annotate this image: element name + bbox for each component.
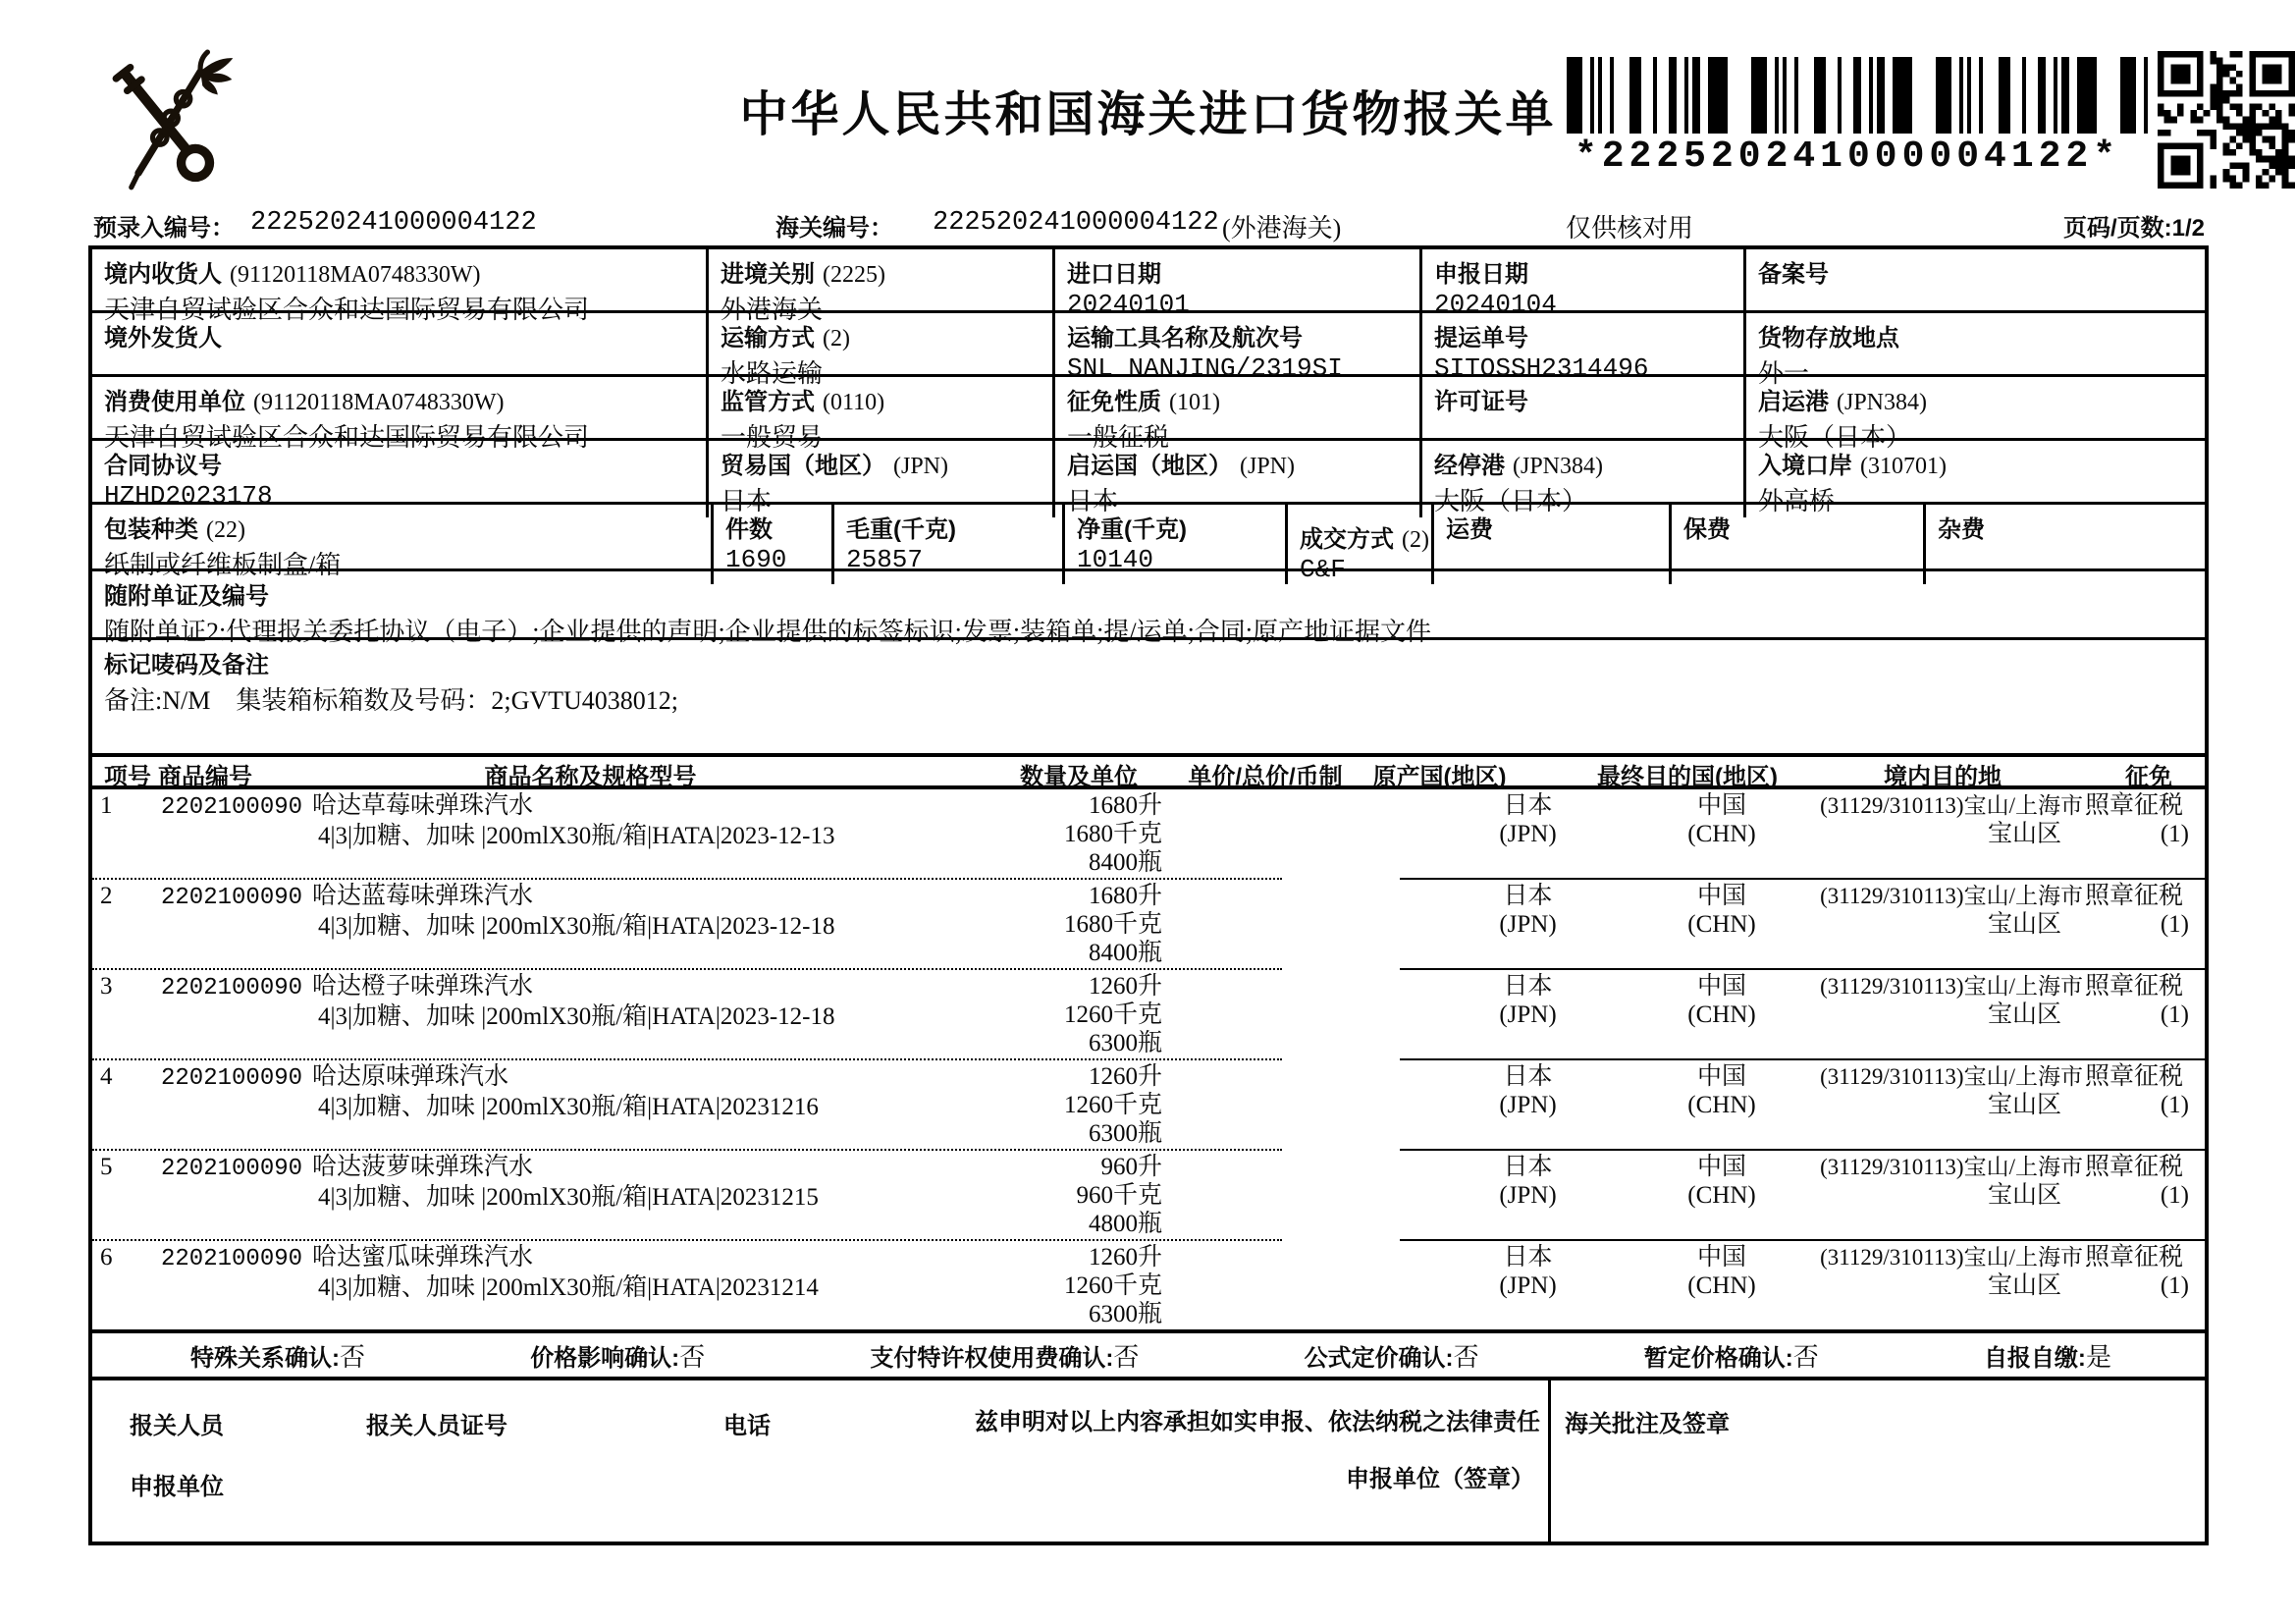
import-date-field: 进口日期 20240101 xyxy=(1055,249,1422,326)
item-final-dest-country: 中国 (CHN) xyxy=(1687,792,1756,847)
item-code: 2202100090 xyxy=(161,975,303,1001)
item-name: 哈达蓝莓味弹珠汽水 xyxy=(312,883,534,909)
form-row-5 xyxy=(92,505,2205,584)
col-price-currency: 单价/总价/币制 xyxy=(1188,764,1343,790)
item-no: 5 xyxy=(100,1154,113,1180)
item-final-dest-country: 中国 (CHN) xyxy=(1687,883,1756,938)
item-exemption: 照章征税 (1) xyxy=(2085,792,2189,847)
attached-documents-field: 随附单证及编号 随附单证2:代理报关委托协议（电子）;企业提供的声明;企业提供的标签标识;发票;装箱单;提/运单;合同;原产地证据文件 xyxy=(92,571,2205,640)
col-commodity-code: 商品编号 xyxy=(158,764,252,790)
item-name-spec xyxy=(146,1243,843,1329)
contract-no-field: 合同协议号 HZHD2023178 xyxy=(92,441,709,517)
item-final-dest-country: 中国 (CHN) xyxy=(1687,1154,1756,1209)
item-spec: 4|3|加糖、加味 |200mlX30瓶/箱|HATA|20231215 xyxy=(318,1184,819,1211)
misc-fees-field: 杂费 xyxy=(1938,516,1985,543)
preentry-label: 预录入编号： xyxy=(93,215,235,242)
record-no-field: 备案号 xyxy=(1758,261,1829,288)
item-domestic-destination: (31129/310113)宝山/上海市 宝山区 xyxy=(1820,1064,2083,1118)
transaction-mode-field: 成交方式 (2) C&F xyxy=(1288,505,1434,584)
port-note: (外港海关) xyxy=(1222,214,1342,243)
item-price xyxy=(1172,1243,1359,1329)
item-name-spec xyxy=(146,1062,843,1149)
item-name-spec xyxy=(146,882,843,968)
marks-remarks-field: 标记唛码及备注 备注:N/M 集装箱标箱数及号码：2;GVTU4038012; xyxy=(104,652,679,715)
self-declare-pay: 自报自缴:是 xyxy=(1983,1342,2111,1372)
item-domestic-destination: (31129/310113)宝山/上海市 宝山区 xyxy=(1820,884,2083,938)
provisional-price-confirm: 暂定价格确认:否 xyxy=(1643,1342,1819,1372)
insurance-field: 保费 xyxy=(1672,505,1926,584)
customs-notes-label: 海关批注及签章 xyxy=(1565,1411,1730,1437)
form-row-3 xyxy=(92,377,2205,452)
item-exemption: 照章征税 (1) xyxy=(2085,1154,2189,1209)
item-spec: 4|3|加糖、加味 |200mlX30瓶/箱|HATA|2023-12-18 xyxy=(318,1003,835,1030)
item-spec: 4|3|加糖、加味 |200mlX30瓶/箱|HATA|2023-12-13 xyxy=(318,823,835,849)
item-domestic-destination: (31129/310113)宝山/上海市 宝山区 xyxy=(1820,1245,2083,1299)
item-code: 2202100090 xyxy=(161,885,303,911)
form-row-4 xyxy=(92,441,2205,515)
royalty-payment-confirm: 支付特许权使用费确认:否 xyxy=(870,1342,1140,1372)
item-origin-country: 日本 (JPN) xyxy=(1499,792,1557,847)
document-number-row xyxy=(0,204,2296,245)
item-origin-country: 日本 (JPN) xyxy=(1499,1244,1557,1299)
exemption-nature-field: 征免性质 (101) 一般征税 xyxy=(1055,377,1422,454)
license-no-field: 许可证号 xyxy=(1422,377,1746,454)
item-quantity: 1680升 1680千克 8400瓶 xyxy=(1063,792,1162,876)
declarant-id-label: 报关人员证号 xyxy=(366,1413,507,1439)
item-code: 2202100090 xyxy=(161,794,303,821)
item-quantity: 960升 960千克 4800瓶 xyxy=(1076,1154,1162,1237)
item-name-spec xyxy=(146,972,843,1058)
item-price xyxy=(1172,1062,1359,1149)
item-exemption: 照章征税 (1) xyxy=(2085,1063,2189,1118)
col-item-no: 项号 xyxy=(104,764,151,790)
items-table-body xyxy=(92,789,2205,1333)
transport-mode-field: 运输方式 (2) 水路运输 xyxy=(709,313,1055,390)
declare-unit-sign-label: 申报单位（签章） xyxy=(1346,1466,1534,1492)
legal-statement: 兹申明对以上内容承担如实申报、依法纳税之法律责任 xyxy=(975,1409,1540,1435)
item-exemption: 照章征税 (1) xyxy=(2085,973,2189,1028)
item-no: 3 xyxy=(100,973,113,1000)
row-separator xyxy=(92,1239,2205,1241)
declare-unit-label: 申报单位 xyxy=(130,1474,224,1500)
col-qty-unit: 数量及单位 xyxy=(1020,764,1138,790)
bill-no-field: 提运单号 SITOSSH2314496 xyxy=(1422,313,1746,390)
table-row-3 xyxy=(92,970,2205,1058)
item-spec: 4|3|加糖、加味 |200mlX30瓶/箱|HATA|20231214 xyxy=(318,1274,819,1301)
table-row-5 xyxy=(92,1151,2205,1239)
gross-weight-field: 毛重(千克) 25857 xyxy=(834,505,1065,584)
item-final-dest-country: 中国 (CHN) xyxy=(1687,1244,1756,1299)
confirmation-row xyxy=(92,1333,2205,1380)
item-price xyxy=(1172,882,1359,968)
item-price xyxy=(1172,1153,1359,1239)
item-name: 哈达菠萝味弹珠汽水 xyxy=(312,1154,534,1180)
item-quantity: 1680升 1680千克 8400瓶 xyxy=(1063,883,1162,966)
qr-code-icon xyxy=(2158,51,2295,189)
formula-pricing-confirm: 公式定价确认:否 xyxy=(1304,1342,1479,1372)
barcode-text: *222520241000004122* xyxy=(1574,135,2121,178)
document-title: 中华人民共和国海关进口货物报关单 xyxy=(739,87,1557,141)
item-exemption: 照章征税 (1) xyxy=(2085,1244,2189,1299)
table-row-4 xyxy=(92,1060,2205,1149)
form-row-2 xyxy=(92,313,2205,388)
departure-country-field: 启运国（地区） (JPN) 日本 xyxy=(1055,441,1422,517)
col-final-dest-country: 最终目的国(地区) xyxy=(1597,764,1778,790)
storage-place-field: 货物存放地点 外一 xyxy=(1758,325,1899,388)
item-quantity: 1260升 1260千克 6300瓶 xyxy=(1063,973,1162,1056)
item-name-spec xyxy=(146,791,843,878)
item-final-dest-country: 中国 (CHN) xyxy=(1687,973,1756,1028)
table-row-1 xyxy=(92,789,2205,878)
item-name: 哈达草莓味弹珠汽水 xyxy=(312,792,534,819)
declarant-label: 报关人员 xyxy=(130,1413,224,1439)
declaration-form xyxy=(88,245,2209,1545)
item-domestic-destination: (31129/310113)宝山/上海市 宝山区 xyxy=(1820,1155,2083,1209)
departure-port-field: 启运港 (JPN384) 大阪（日本） xyxy=(1758,389,1928,452)
item-domestic-destination: (31129/310113)宝山/上海市 宝山区 xyxy=(1820,793,2083,847)
row-separator xyxy=(92,968,2205,970)
item-spec: 4|3|加糖、加味 |200mlX30瓶/箱|HATA|20231216 xyxy=(318,1094,819,1120)
verify-note: 仅供核对用 xyxy=(1566,214,1694,243)
item-origin-country: 日本 (JPN) xyxy=(1499,1154,1557,1209)
item-exemption: 照章征税 (1) xyxy=(2085,883,2189,938)
item-no: 4 xyxy=(100,1063,113,1090)
item-origin-country: 日本 (JPN) xyxy=(1499,1063,1557,1118)
item-no: 6 xyxy=(100,1244,113,1271)
page-indicator: 页码/页数:1/2 xyxy=(2062,215,2205,242)
item-no: 2 xyxy=(100,883,113,909)
item-name: 哈达蜜瓜味弹珠汽水 xyxy=(312,1244,534,1271)
customs-notes-block xyxy=(1551,1380,2205,1542)
item-spec: 4|3|加糖、加味 |200mlX30瓶/箱|HATA|2023-12-18 xyxy=(318,913,835,940)
item-quantity: 1260升 1260千克 6300瓶 xyxy=(1063,1244,1162,1327)
item-code: 2202100090 xyxy=(161,1065,303,1092)
declarant-block xyxy=(92,1380,1551,1542)
transport-tool-field: 运输工具名称及航次号 SNL NANJING/2319SI xyxy=(1055,313,1422,390)
phone-label: 电话 xyxy=(723,1413,771,1439)
barcode-bars xyxy=(1567,57,2128,134)
customs-number: 222520241000004122 xyxy=(933,208,1219,238)
special-relation-confirm: 特殊关系确认:否 xyxy=(190,1342,366,1372)
item-origin-country: 日本 (JPN) xyxy=(1499,973,1557,1028)
item-name: 哈达原味弹珠汽水 xyxy=(312,1063,509,1090)
transit-port-field: 经停港 (JPN384) 大阪（日本） xyxy=(1422,441,1746,517)
item-quantity: 1260升 1260千克 6300瓶 xyxy=(1063,1063,1162,1147)
col-name-spec: 商品名称及规格型号 xyxy=(484,764,697,790)
items-table-header xyxy=(92,753,2205,789)
col-domestic-destination: 境内目的地 xyxy=(1884,764,2002,790)
item-price xyxy=(1172,972,1359,1058)
freight-field: 运费 xyxy=(1434,505,1672,584)
consumer-unit-field: 消费使用单位 (91120118MA0748330W) 天津自贸试验区合众和达国际贸易有限公司 xyxy=(92,377,709,454)
row-separator xyxy=(92,878,2205,880)
overseas-shipper-field: 境外发货人 xyxy=(92,313,709,390)
col-origin-country: 原产国(地区) xyxy=(1372,764,1507,790)
table-row-6 xyxy=(92,1241,2205,1329)
item-code: 2202100090 xyxy=(161,1246,303,1272)
item-name-spec xyxy=(146,1153,843,1239)
row-separator xyxy=(92,1149,2205,1151)
signature-section xyxy=(92,1380,2205,1542)
form-row-1 xyxy=(92,249,2205,324)
item-code: 2202100090 xyxy=(161,1156,303,1182)
consignee-field: 境内收货人 (91120118MA0748330W) 天津自贸试验区合众和达国际贸易有限公司 xyxy=(92,249,709,326)
customs-number-label: 海关编号： xyxy=(775,215,893,242)
item-origin-country: 日本 (JPN) xyxy=(1499,883,1557,938)
declare-date-field: 申报日期 20240104 xyxy=(1422,249,1746,326)
item-price xyxy=(1172,791,1359,878)
row-separator xyxy=(92,1058,2205,1060)
col-exemption: 征免 xyxy=(2125,764,2172,790)
net-weight-field: 净重(千克) 10140 xyxy=(1065,505,1288,584)
item-name: 哈达橙子味弹珠汽水 xyxy=(312,973,534,1000)
pieces-field: 件数 1690 xyxy=(714,505,834,584)
item-final-dest-country: 中国 (CHN) xyxy=(1687,1063,1756,1118)
item-domestic-destination: (31129/310113)宝山/上海市 宝山区 xyxy=(1820,974,2083,1028)
trade-country-field: 贸易国（地区） (JPN) 日本 xyxy=(709,441,1055,517)
entry-port-field: 入境口岸 (310701) 外高桥 xyxy=(1758,453,1947,515)
price-impact-confirm: 价格影响确认:否 xyxy=(530,1342,706,1372)
barcode xyxy=(1567,57,2128,178)
item-no: 1 xyxy=(100,792,113,819)
packing-type-field: 包装种类 (22) 纸制或纤维板制盒/箱 xyxy=(92,505,714,584)
supervision-mode-field: 监管方式 (0110) 一般贸易 xyxy=(709,377,1055,454)
entry-customs-field: 进境关别 (2225) 外港海关 xyxy=(709,249,1055,326)
preentry-number: 222520241000004122 xyxy=(250,208,537,238)
table-row-2 xyxy=(92,880,2205,968)
